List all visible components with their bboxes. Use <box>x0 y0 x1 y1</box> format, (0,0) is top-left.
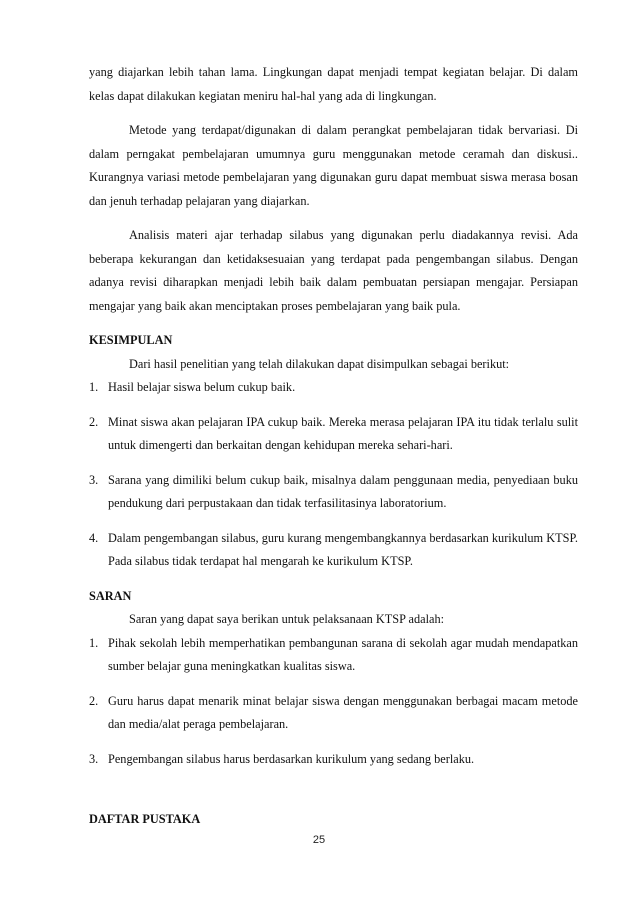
list-item-number: 2. <box>89 414 99 429</box>
body-paragraph: yang diajarkan lebih tahan lama. Lingkungan dapat menjadi tempat kegiatan belajar. Di dalam kelas dapat dilakukan kegiatan meniru hal-hal yang ada di lingkungan. <box>89 65 578 103</box>
list-item <box>89 411 578 458</box>
kesimpulan-section <box>89 329 578 574</box>
list-item <box>89 690 578 737</box>
list-item-text: Pengembangan silabus harus berdasarkan kurikulum yang sedang berlaku. <box>108 751 475 766</box>
list-item <box>89 527 578 574</box>
section-heading-daftar-pustaka: DAFTAR PUSTAKA <box>89 812 201 826</box>
list-item-number: 2. <box>89 693 99 708</box>
section-intro: Saran yang dapat saya berikan untuk pelaksanaan KTSP adalah: <box>129 612 445 626</box>
list-item-number: 1. <box>89 635 99 650</box>
list-item-number: 4. <box>89 530 99 545</box>
list-item <box>89 469 578 516</box>
page-number: 25 <box>312 834 326 846</box>
list-item-number: 3. <box>89 751 99 766</box>
document-page <box>89 61 578 832</box>
section-intro: Dari hasil penelitian yang telah dilakukan dapat disimpulkan sebagai berikut: <box>129 356 510 371</box>
saran-list <box>89 632 578 772</box>
list-item <box>89 632 578 679</box>
list-item-text: Guru harus dapat menarik minat belajar siswa dengan menggunakan berbagai macam metode dan media/alat peraga pembelajaran. <box>108 693 578 731</box>
section-heading-saran: SARAN <box>89 588 132 603</box>
list-item-text: Pihak sekolah lebih memperhatikan pembangunan sarana di sekolah agar mudah mendapatkan sumber belajar guna meningkatkan kualitas siswa. <box>108 635 578 673</box>
section-heading-kesimpulan: KESIMPULAN <box>89 333 173 347</box>
kesimpulan-list <box>89 376 578 574</box>
list-item <box>89 376 578 400</box>
list-item <box>89 748 578 772</box>
list-item-text: Dalam pengembangan silabus, guru kurang mengembangkannya berdasarkan kurikulum KTSP. Pada silabus tidak terdapat hal mengarah ke kurikulum KTSP. <box>108 530 578 568</box>
list-item-text: Minat siswa akan pelajaran IPA cukup baik. Mereka merasa pelajaran IPA itu tidak terlalu sulit untuk dimengerti dan berkaitan dengan kehidupan mereka sehari-hari. <box>108 414 578 452</box>
saran-section <box>89 585 578 772</box>
body-paragraph: Analisis materi ajar terhadap silabus yang digunakan perlu diadakannya revisi. Ada beberapa kekurangan dan ketidaksesuaian yang terdapat pada pengembangan silabus. Dengan adanya revisi diharapkan menjadi lebih baik dalam pembuatan persiapan mengajar. Persiapan mengajar yang baik akan menciptakan proses pembelajaran yang baik pula. <box>89 228 578 313</box>
list-item-number: 1. <box>89 380 99 394</box>
body-paragraph: Metode yang terdapat/digunakan di dalam perangkat pembelajaran tidak bervariasi. Di dalam perngakat pembelajaran umumnya guru menggunakan metode ceramah dan diskusi.. Kurangnya variasi metode pembelajaran yang digunakan guru dapat membuat siswa merasa bosan dan jenuh terhadap pelajaran yang diajarkan. <box>89 123 578 208</box>
list-item-text: Sarana yang dimiliki belum cukup baik, misalnya dalam penggunaan media, penyediaan buku pendukung dari perpustakaan dan tidak terfasilitasinya laboratorium. <box>108 472 578 510</box>
list-item-text: Hasil belajar siswa belum cukup baik. <box>108 380 296 394</box>
list-item-number: 3. <box>89 472 99 487</box>
